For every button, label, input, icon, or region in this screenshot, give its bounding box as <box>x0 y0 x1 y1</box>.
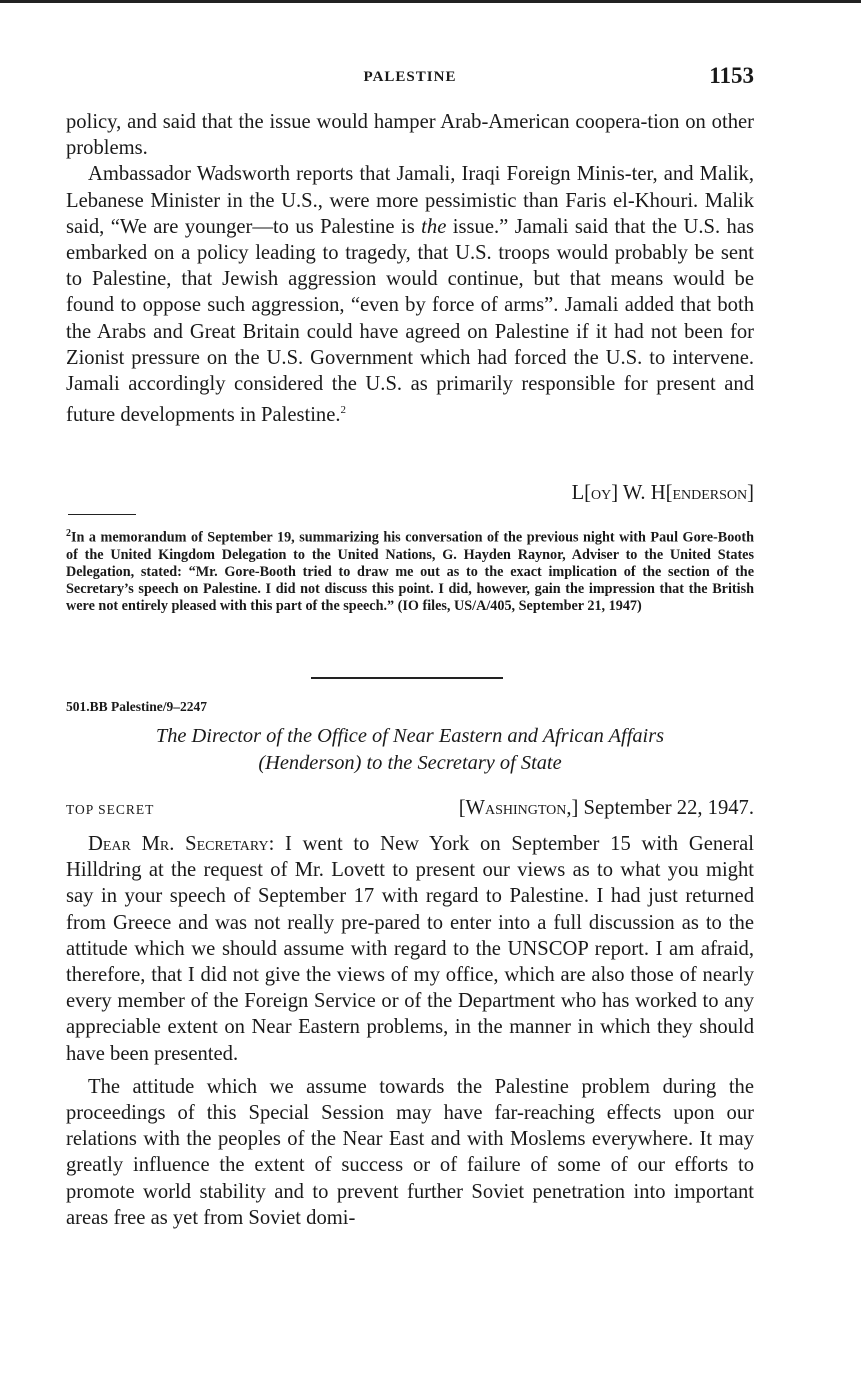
footnote-divider <box>68 514 136 515</box>
dateline <box>459 797 754 820</box>
signature <box>572 482 754 505</box>
paragraph-text-a: Ambassador Wadsworth reports that Jamali, Iraqi Foreign Minis-ter, and Malik, Lebanese Minister in the U.S., were more pessimistic than Faris el-Khouri. Malik said, “We are younger—to us Palestine is <box>66 163 754 238</box>
footnote-reference: 2 <box>340 404 347 417</box>
document-title <box>66 723 754 777</box>
letter-body <box>66 831 754 1231</box>
paragraph-wadsworth-report <box>66 161 754 428</box>
letter-paragraph-1 <box>66 831 754 1067</box>
footnote-marker: 2 <box>66 528 71 539</box>
page-number: 1153 <box>709 63 754 88</box>
continued-text <box>66 109 754 428</box>
footnote <box>66 525 754 615</box>
document-title-line-1: The Director of the Office of Near Eastern and African Affairs <box>155 725 665 747</box>
paragraph-continuation: policy, and said that the issue would hamper Arab-American coopera-tion on other problems. <box>66 111 754 160</box>
classification-label: TOP SECRET <box>66 802 155 817</box>
document-file-id: 501.BB Palestine/9–2247 <box>66 699 207 714</box>
dateline-place: [Washington,] <box>458 797 579 819</box>
document-title-line-2: (Henderson) to the Secretary of State <box>258 752 562 774</box>
signature-initial-l: L <box>571 482 585 504</box>
signature-initial-w-h: W. H <box>618 482 666 504</box>
letter-paragraph-2: The attitude which we assume towards the Palestine problem during the proceedings of this Special Session may have far-reaching effects upon our relations with the peoples of the Near East and with Moslems everywhere. It may greatly influence the extent of success or of failure of some of our efforts to promote world stability and to prevent further Soviet penetration into important areas free as yet from Soviet domi- <box>66 1075 754 1229</box>
paragraph-text-b: issue.” Jamali said that the U.S. has embarked on a policy leading to tragedy, that U.S. troops would probably be sent to Palestine, that Jewish aggression would continue, but that means would be found to oppose such aggression, “even by force of arms”. Jamali added that both the Arabs and Great Britain could have agreed on Palestine if it had not been for Zionist pressure on the U.S. Government which had forced the U.S. to intervene. Jamali accordingly considered the U.S. as primarily responsible for present and future developments in Palestine. <box>66 215 755 427</box>
running-title: PALESTINE <box>363 69 457 85</box>
section-divider <box>311 677 503 679</box>
page-header <box>66 63 754 93</box>
footnote-text: In a memorandum of September 19, summarizing his conversation of the previous night with Paul Gore-Booth of the United Kingdom Delegation to the United Nations, G. Hayden Raynor, Adviser to the United States Delegation, stated: “Mr. Gore-Booth tried to draw me out as to the exact implication of the section of the Secretary’s speech on Palestine. I did not discuss this point. I did, however, gain the impression that the British were not entirely pleased with this part of the speech.” (IO files, US/A/405, September 21, 1947) <box>66 529 754 614</box>
emphasis-the: the <box>421 215 447 238</box>
dateline-date: September 22, 1947. <box>578 797 754 819</box>
signature-oy: [oy] <box>584 482 619 504</box>
letter-paragraph-1-text: I went to New York on September 15 with General Hilldring at the request of Mr. Lovett to present our views as to what you might say in your speech of September 17 with regard to Palestine. I had just returned from Greece and was not really pre-pared to enter into a full discussion as to the attitude which we should assume with regard to the UNSCOP report. I am afraid, therefore, that I did not give the views of my office, which are also those of nearly every member of the Foreign Service or of the Department who has worked to any appreciable extent on Near Eastern problems, in the manner in which they should have been presented. <box>66 833 754 1065</box>
salutation: Dear Mr. Secretary: <box>88 833 275 855</box>
signature-enderson: [enderson] <box>665 482 754 504</box>
